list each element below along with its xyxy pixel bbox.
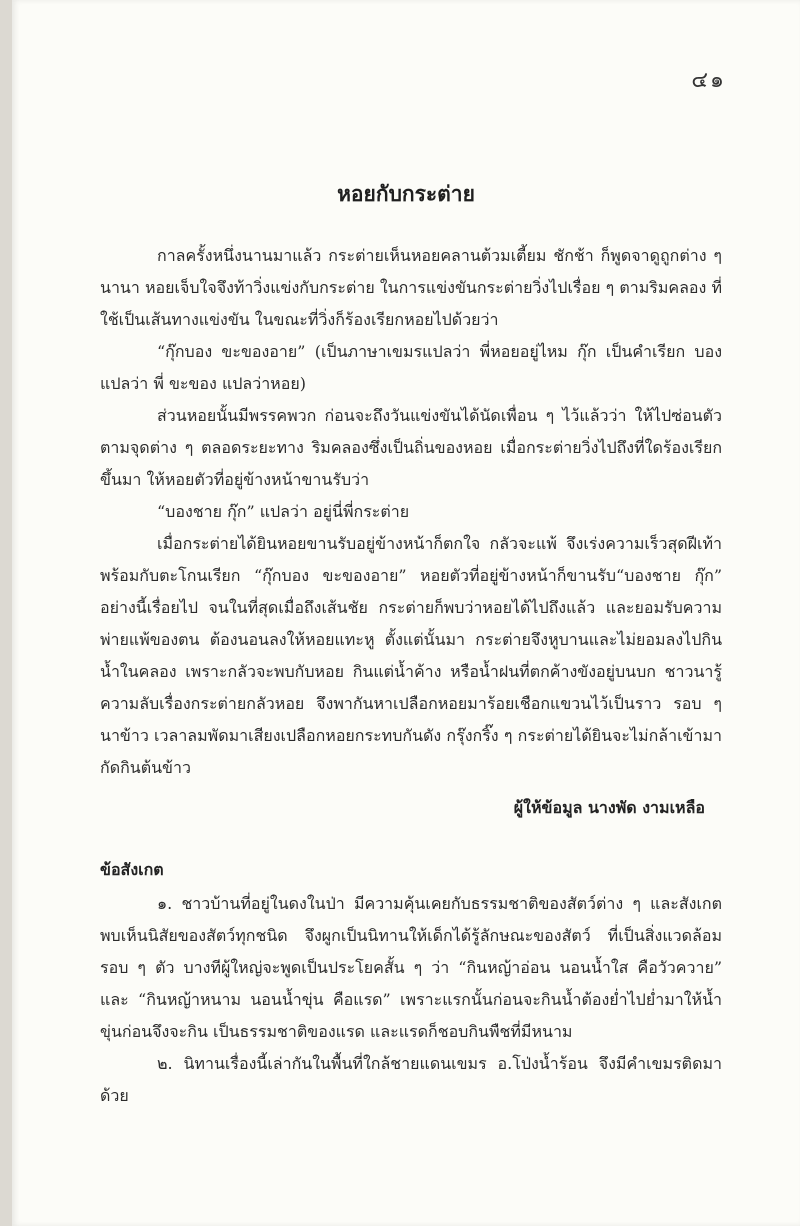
note-item: ๑. ชาวบ้านที่อยู่ในดงในป่า มีความคุ้นเคยกับธรรมชาติของสัตว์ต่าง ๆ และสังเกตพบเห็นนิสัยของสัตว์ทุกชนิด จึงผูกเป็นนิทานให้เด็กได้รู้ลักษณะของสัตว์ ที่เป็นสิ่งแวดล้อมรอบ ๆ ตัว บางทีผู้ใหญ่จะพูดเป็นประโยคสั้น ๆ ว่า “กินหญ้าอ่อน นอนน้ำใส คือวัวควาย” และ “กินหญ้าหนาม นอนน้ำขุ่น คือแรด” เพราะแรกนั้นก่อนจะกินน้ำต้องย่ำไปย่ำมาให้น้ำขุ่นก่อนจึงจะกิน เป็นธรรมชาติของแรด และแรดก็ชอบกินพืชที่มีหนาม: [100, 894, 722, 1041]
note-item: ๒. นิทานเรื่องนี้เล่ากันในพื้นที่ใกล้ชายแดนเขมร อ.โป่งน้ำร้อน จึงมีคำเขมรติดมาด้วย: [100, 1054, 722, 1105]
story-paragraph: เมื่อกระต่ายได้ยินหอยขานรับอยู่ข้างหน้าก็ตกใจ กลัวจะแพ้ จึงเร่งความเร็วสุดฝีเท้า พร้อมกับตะโกนเรียก “กุ๊กบอง ขะของอาย” หอยตัวที่อยู่ข้างหน้าก็ขานรับ“บองชาย กุ๊ก” อย่างนี้เรื่อยไป จนในที่สุดเมื่อถึงเส้นชัย กระต่ายก็พบว่าหอยได้ไปถึงแล้ว และยอมรับความพ่ายแพ้ของตน ต้องนอนลงให้หอยแทะหู ตั้งแต่นั้นมา กระต่ายจึงหูบานและไม่ยอมลงไปกินน้ำในคลอง เพราะกลัวจะพบกับหอย กินแต่น้ำค้าง หรือน้ำฝนที่ตกค้างขังอยู่บนบก ชาวนารู้ความลับเรื่องกระต่ายกลัวหอย จึงพากันหาเปลือกหอยมาร้อยเชือกแขวนไว้เป็นราว รอบ ๆ นาข้าว เวลาลมพัดมาเสียงเปลือกหอยกระทบกันดัง กรุ๊งกริ๊ง ๆ กระต่ายได้ยินจะไม่กล้าเข้ามากัดกินต้นข้าว: [100, 534, 722, 777]
informant-credit: ผู้ให้ข้อมูล นางพัด งามเหลือ: [513, 798, 705, 817]
story-paragraph: กาลครั้งหนึ่งนานมาแล้ว กระต่ายเห็นหอยคลานต้วมเตี้ยม ชักช้า ก็พูดจาดูถูกต่าง ๆ นานา หอยเจ็บใจจึงท้าวิ่งแข่งกับกระต่าย ในการแข่งขันกระต่ายวิ่งไปเรื่อย ๆ ตามริมคลอง ที่ใช้เป็นเส้นทางแข่งขัน ในขณะที่วิ่งก็ร้องเรียกหอยไปด้วยว่า: [100, 246, 722, 329]
notes-heading: ข้อสังเกต: [100, 860, 164, 879]
page-number: ๔๑: [691, 68, 726, 93]
story-body: [100, 240, 722, 784]
book-page: [12, 0, 800, 1226]
story-paragraph: “กุ๊กบอง ขะของอาย” (เป็นภาษาเขมรแปลว่า พี่หอยอยู่ไหม กุ๊ก เป็นคำเรียก บองแปลว่า พี่ ขะของ แปลว่าหอย): [100, 342, 722, 393]
story-title: หอยกับกระต่าย: [337, 181, 475, 206]
story-paragraph: “บองชาย กุ๊ก” แปลว่า อยู่นี่พี่กระต่าย: [157, 502, 410, 521]
notes-body: [100, 888, 722, 1112]
story-paragraph: ส่วนหอยนั้นมีพรรคพวก ก่อนจะถึงวันแข่งขันได้นัดเพื่อน ๆ ไว้แล้วว่า ให้ไปซ่อนตัวตามจุดต่าง ๆ ตลอดระยะทาง ริมคลองซึ่งเป็นถิ่นของหอย เมื่อกระต่ายวิ่งไปถึงที่ใดร้องเรียกขึ้นมา ให้หอยตัวที่อยู่ข้างหน้าขานรับว่า: [100, 406, 722, 489]
